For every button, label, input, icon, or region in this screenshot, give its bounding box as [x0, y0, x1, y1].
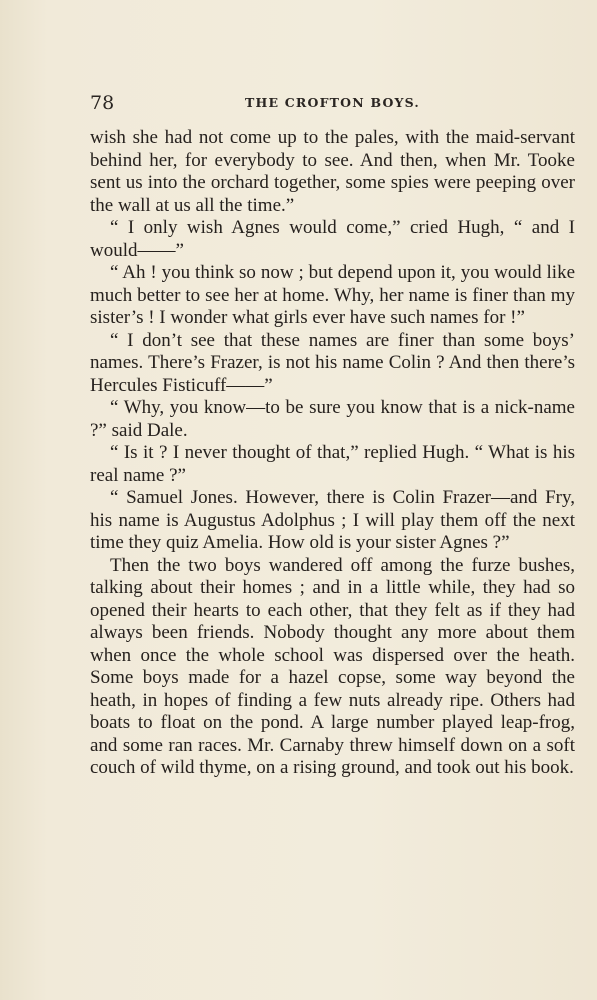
paragraph: “ Ah ! you think so now ; but depend upon it, you would like much better to see her at home. Why, her name is finer than my sister’s ! I wonder what girls ever have such names for !”	[90, 262, 575, 328]
page-header	[90, 92, 575, 114]
paragraph: “ I don’t see that these names are finer than some boys’ names. There’s Frazer, is not his name Colin ? And then there’s Hercules Fisticuff——”	[90, 329, 575, 396]
paragraph: wish she had not come up to the pales, with the maid-servant behind her, for everybody to see. And then, when Mr. Tooke sent us into the orchard together, some spies were peeping over the wall at us all the time.”	[90, 127, 575, 216]
paragraph: “ Is it ? I never thought of that,” replied Hugh. “ What is his real name ?”	[90, 442, 575, 486]
paragraph: “ Samuel Jones. However, there is Colin Frazer—and Fry, his name is Augustus Adolphus ; I will play them off the next time they quiz Amelia. How old is your sister Agnes ?”	[90, 487, 575, 553]
page-number: 78	[90, 92, 115, 114]
paragraph: “ Why, you know—to be sure you know that is a nick-name ?” said Dale.	[90, 397, 575, 441]
running-head: THE CROFTON BOYS.	[244, 95, 420, 110]
paragraph: “ I only wish Agnes would come,” cried Hugh, “ and I would——”	[90, 217, 575, 261]
paragraph: Then the two boys wandered off among the furze bushes, talking about their homes ; and in a little while, they had so opened their hearts to each other, that they felt as if they had always been friends. Nobody thought any more about them when once the whole school was dispersed over the heath. Some boys made for a hazel copse, some way beyond the heath, in hopes of finding a few nuts already ripe. Others had boats to float on the pond. A large number played leap-frog, and some ran races. Mr. Carnaby threw himself down on a soft couch of wild thyme, on a rising ground, and took out his book.	[90, 554, 575, 778]
body-text	[90, 127, 575, 780]
